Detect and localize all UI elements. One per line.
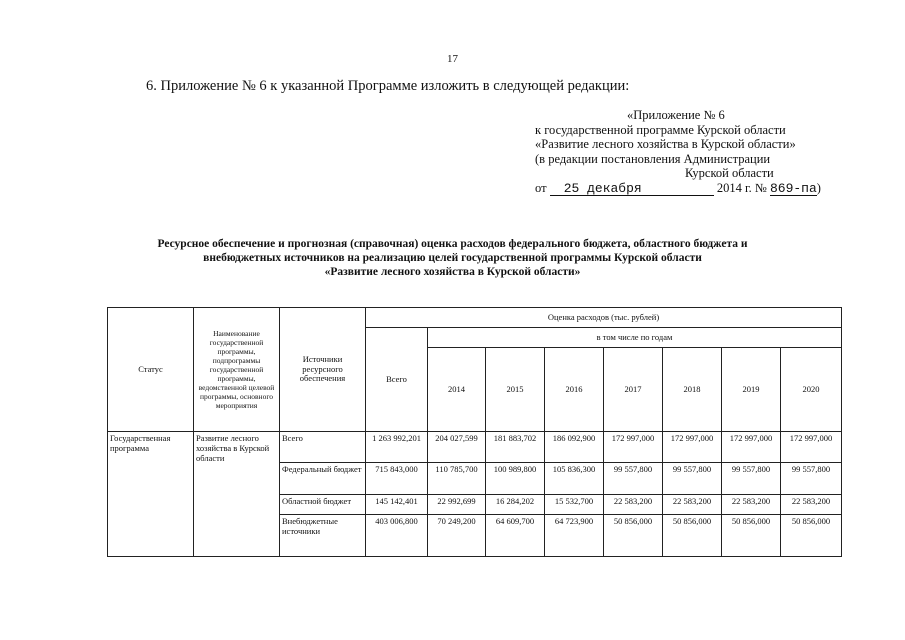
header-year: 2019 (722, 348, 781, 432)
cell-source: Областной бюджет (280, 494, 366, 514)
cell-value: 100 989,800 (486, 462, 545, 494)
cell-value: 64 609,700 (486, 514, 545, 556)
cell-value: 22 583,200 (604, 494, 663, 514)
cell-source: Внебюджетные источники (280, 514, 366, 556)
header-status: Статус (108, 308, 194, 432)
year-text: 2014 г. № (716, 180, 767, 195)
header-year: 2015 (486, 348, 545, 432)
heading-line-3: «Развитие лесного хозяйства в Курской области» (324, 266, 581, 278)
table-heading (0, 237, 905, 279)
header-year: 2014 (428, 348, 486, 432)
cell-value: 172 997,000 (663, 432, 722, 462)
cell-value: 172 997,000 (781, 432, 842, 462)
page-number: 17 (447, 53, 458, 65)
cell-value: 99 557,800 (722, 462, 781, 494)
cell-value: 15 532,700 (545, 494, 604, 514)
header-estimate: Оценка расходов (тыс. рублей) (366, 308, 842, 328)
cell-source: Федеральный бюджет (280, 462, 366, 494)
approval-block (535, 108, 821, 196)
resolution-number: 869-па (769, 180, 817, 196)
header-by-year: в том числе по годам (428, 328, 842, 348)
cell-total: 715 843,000 (366, 462, 428, 494)
approval-date-line (535, 181, 821, 196)
cell-value: 50 856,000 (722, 514, 781, 556)
approval-line-2: к государственной программе Курской области (535, 122, 786, 137)
cell-value: 50 856,000 (663, 514, 722, 556)
cell-value: 204 027,599 (428, 432, 486, 462)
cell-value: 172 997,000 (604, 432, 663, 462)
heading-line-2: внебюджетных источников на реализацию целей государственной программы Курской области (203, 252, 702, 264)
cell-value: 22 583,200 (663, 494, 722, 514)
header-year: 2020 (781, 348, 842, 432)
cell-value: 110 785,700 (428, 462, 486, 494)
table-row (108, 432, 842, 462)
header-year: 2018 (663, 348, 722, 432)
cell-value: 64 723,900 (545, 514, 604, 556)
cell-source: Всего (280, 432, 366, 462)
cell-value: 22 992,699 (428, 494, 486, 514)
cell-value: 99 557,800 (781, 462, 842, 494)
cell-value: 99 557,800 (663, 462, 722, 494)
heading-line-1: Ресурсное обеспечение и прогнозная (справочная) оценка расходов федерального бюджета, областного бюджета и (157, 238, 748, 250)
cell-total: 403 006,800 (366, 514, 428, 556)
approval-line-4: (в редакции постановления Администрации (535, 151, 771, 166)
cell-total: 145 142,401 (366, 494, 428, 514)
header-total: Всего (366, 328, 428, 432)
cell-value: 181 883,702 (486, 432, 545, 462)
cell-value: 105 836,300 (545, 462, 604, 494)
cell-value: 99 557,800 (604, 462, 663, 494)
header-year: 2016 (545, 348, 604, 432)
intro-paragraph: 6. Приложение № 6 к указанной Программе изложить в следующей редакции: (146, 78, 630, 94)
closing-paren: ) (816, 180, 821, 195)
cell-total: 1 263 992,201 (366, 432, 428, 462)
cell-value: 22 583,200 (781, 494, 842, 514)
cell-program-name: Развитие лесного хозяйства в Курской области (194, 432, 280, 557)
cell-value: 50 856,000 (781, 514, 842, 556)
date-prefix: от (535, 180, 547, 195)
header-year: 2017 (604, 348, 663, 432)
approval-line-3: «Развитие лесного хозяйства в Курской области» (535, 137, 796, 151)
cell-status: Государственная программа (108, 432, 194, 557)
cell-value: 172 997,000 (722, 432, 781, 462)
cell-value: 70 249,200 (428, 514, 486, 556)
resolution-date: 25 декабря (550, 182, 714, 196)
cell-value: 22 583,200 (722, 494, 781, 514)
resource-table (107, 307, 842, 557)
header-name: Наименование государственной программы, подпрограммы государственной программы, ведомственной целевой программы, основного мероприятия (194, 308, 280, 432)
approval-line-1: «Приложение № 6 (627, 108, 725, 122)
approval-line-5: Курской области (685, 166, 774, 180)
header-sources: Источники ресурсного обеспечения (280, 308, 366, 432)
cell-value: 50 856,000 (604, 514, 663, 556)
cell-value: 186 092,900 (545, 432, 604, 462)
cell-value: 16 284,202 (486, 494, 545, 514)
